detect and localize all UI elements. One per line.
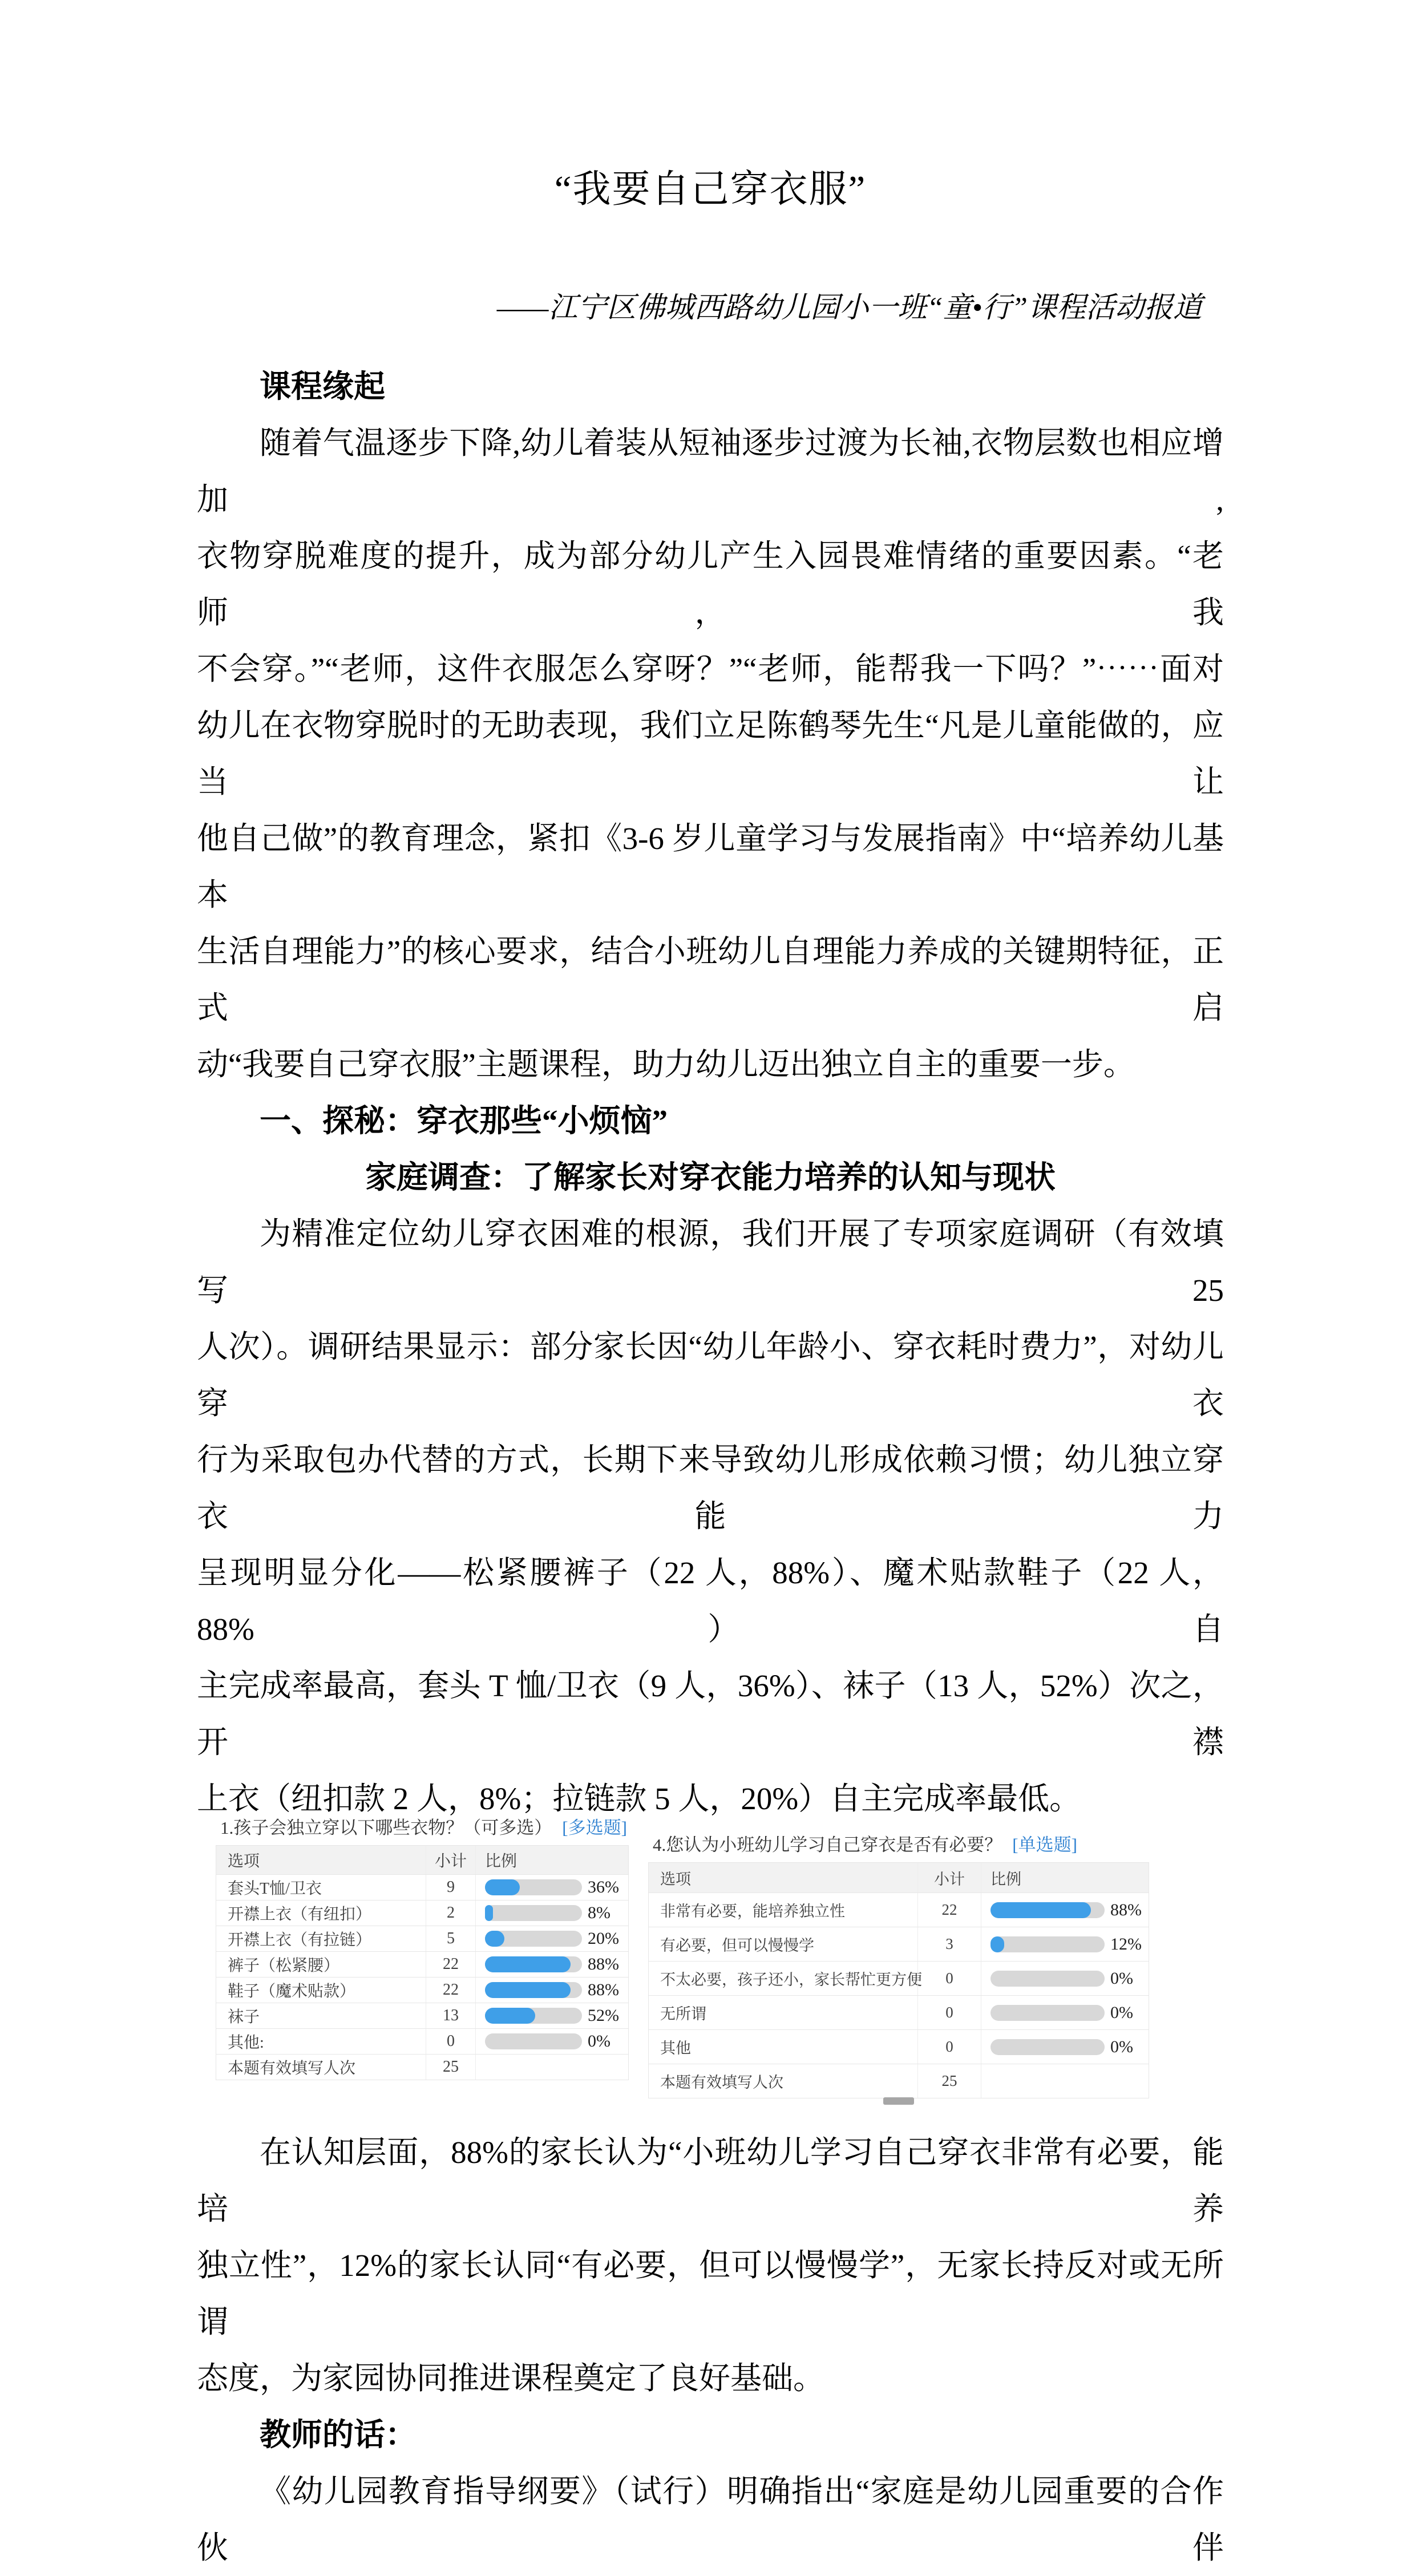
- para-line: 生活自理能力”的核心要求，结合小班幼儿自理能力养成的关键期特征，正式启: [197, 934, 1224, 1025]
- survey-question-text: 4.您认为小班幼儿学习自己穿衣是否有必要？: [653, 1835, 1002, 1855]
- percent-label: 88%: [588, 1955, 619, 1974]
- para-line: 动“我要自己穿衣服”主题课程，助力幼儿迈出独立自主的重要一步。: [197, 1047, 1135, 1082]
- table-row: [649, 1961, 1149, 1995]
- percent-bar-track: [485, 1982, 582, 1998]
- option-label: 开襟上衣（有纽扣）: [228, 1906, 372, 1923]
- para-line: 人次）。调研结果显示：部分家长因“幼儿年龄小、穿衣耗时费力”，对幼儿穿衣: [197, 1329, 1224, 1421]
- percent-bar-fill: [485, 1982, 571, 1998]
- column-header: 比例: [475, 1846, 628, 1874]
- percent-bar-fill: [485, 1931, 504, 1947]
- section-heading: 家庭调查：了解家长对穿衣能力培养的认知与现状: [365, 1160, 1056, 1195]
- percent-label: 36%: [588, 1878, 619, 1896]
- para-line: 上衣（纽扣款 2 人，8%；拉链款 5 人，20%）自主完成率最低。: [197, 1781, 1081, 1816]
- question-type-link[interactable]: [单选题]: [1012, 1835, 1077, 1855]
- survey-question: [216, 1817, 629, 1839]
- para-line: 《幼儿园教育指导纲要》（试行）明确指出“家庭是幼儿园重要的合作伙伴: [197, 2474, 1224, 2565]
- percent-bar-track: [990, 1971, 1105, 1987]
- option-label: 有必要，但可以慢慢学: [660, 1937, 814, 1954]
- percent-bar-track: [485, 1905, 582, 1921]
- table-row: [216, 1977, 628, 2003]
- option-ratio-cell: [475, 2029, 628, 2054]
- option-count: 2: [426, 1900, 475, 1926]
- percent-label: 0%: [1110, 2003, 1133, 2022]
- option-ratio-cell: [475, 1952, 628, 1977]
- percent-bar-track: [990, 1936, 1105, 1952]
- survey-question: [648, 1834, 1149, 1857]
- option-label: 鞋子（魔术贴款）: [228, 1983, 356, 2000]
- option-label: 不太必要，孩子还小，家长帮忙更方便: [660, 1971, 922, 1988]
- table-header-row: [216, 1846, 628, 1874]
- para-line: 呈现明显分化——松紧腰裤子（22 人，88%）、魔术贴款鞋子（22 人，88%）自: [197, 1555, 1224, 1647]
- document-content: [0, 161, 1415, 2576]
- option-label: 本题有效填写人次: [228, 2060, 356, 2077]
- percent-label: 0%: [1110, 2037, 1133, 2056]
- section-heading: 一、探秘：穿衣那些“小烦恼”: [260, 1103, 668, 1138]
- table-header-row: [649, 1863, 1149, 1892]
- option-ratio-cell: [475, 1900, 628, 1926]
- percent-bar-track: [485, 1956, 582, 1972]
- table-row: [216, 2003, 628, 2028]
- table-row: [216, 1900, 628, 1926]
- table-row: [649, 1892, 1149, 1927]
- question-type-link[interactable]: [多选题]: [562, 1818, 627, 1838]
- option-ratio-cell: [981, 2064, 1149, 2098]
- option-label: 裤子（松紧腰）: [228, 1957, 340, 1975]
- percent-label: 0%: [588, 2032, 611, 2051]
- option-ratio-cell: [981, 2030, 1149, 2064]
- option-ratio-cell: [475, 1978, 628, 2003]
- doc-subtitle: ——江宁区佛城西路幼儿园小一班“童•行”课程活动报道: [496, 292, 1202, 324]
- option-count: 0: [426, 2029, 475, 2054]
- option-ratio-cell: [475, 2055, 628, 2080]
- para-line: 在认知层面，88%的家长认为“小班幼儿学习自己穿衣非常有必要，能培养: [197, 2135, 1224, 2226]
- para-line: 主完成率最高，套头 T 恤/卫衣（9 人，36%）、袜子（13 人，52%）次之，开襟: [197, 1668, 1224, 1760]
- percent-label: 88%: [1110, 1900, 1142, 1919]
- column-header: 比例: [981, 1863, 1149, 1892]
- percent-bar-track: [485, 1879, 582, 1895]
- para-line: 随着气温逐步下降,幼儿着装从短袖逐步过渡为长袖,衣物层数也相应增加,: [197, 426, 1224, 517]
- option-count: 3: [917, 1927, 981, 1961]
- para-line: 行为采取包办代替的方式，长期下来导致幼儿形成依赖习惯；幼儿独立穿衣能力: [197, 1442, 1224, 1534]
- option-count: 9: [426, 1875, 475, 1900]
- para-line: 幼儿在衣物穿脱时的无助表现，我们立足陈鹤琴先生“凡是儿童能做的，应当让: [197, 708, 1224, 799]
- option-count: 22: [426, 1952, 475, 1977]
- para-line: 他自己做”的教育理念，紧扣《3-6 岁儿童学习与发展指南》中“培养幼儿基本: [197, 821, 1224, 912]
- option-ratio-cell: [981, 1962, 1149, 1995]
- para-line: 独立性”，12%的家长认同“有必要，但可以慢慢学”，无家长持反对或无所谓: [197, 2248, 1224, 2339]
- option-label: 开襟上衣（有拉链）: [228, 1931, 372, 1949]
- doc-title: “我要自己穿衣服”: [554, 168, 867, 211]
- option-label: 无所谓: [660, 2005, 706, 2023]
- percent-bar-fill: [990, 1936, 1004, 1952]
- percent-bar-track: [990, 2039, 1105, 2055]
- option-ratio-cell: [475, 1875, 628, 1900]
- section-heading: 课程缘起: [260, 369, 386, 404]
- percent-label: 8%: [588, 1903, 611, 1922]
- table-row: [649, 1995, 1149, 2029]
- percent-label: 88%: [588, 1980, 619, 1999]
- para-line: 为精准定位幼儿穿衣困难的根源，我们开展了专项家庭调研（有效填写 25: [197, 1216, 1224, 1308]
- option-count: 0: [917, 2030, 981, 2064]
- option-ratio-cell: [981, 1927, 1149, 1961]
- table-row: [216, 1874, 628, 1900]
- table-row: [216, 1951, 628, 1977]
- para-line: 态度，为家园协同推进课程奠定了良好基础。: [197, 2361, 825, 2396]
- option-count: 25: [917, 2064, 981, 2098]
- percent-label: 52%: [588, 2006, 619, 2025]
- column-header: 小计: [426, 1846, 475, 1874]
- percent-bar-track: [990, 1902, 1105, 1918]
- option-count: 5: [426, 1926, 475, 1951]
- column-header: 选项: [228, 1853, 260, 1870]
- option-count: 22: [917, 1893, 981, 1927]
- survey-tables-row: [197, 1817, 1224, 2110]
- percent-bar-track: [485, 2008, 582, 2024]
- percent-bar-fill: [990, 1902, 1091, 1918]
- percent-bar-fill: [485, 1905, 493, 1921]
- section-heading: 教师的话：: [260, 2417, 417, 2452]
- para-line: 衣物穿脱难度的提升，成为部分幼儿产生入园畏难情绪的重要因素。“老师，我: [197, 539, 1224, 630]
- option-ratio-cell: [475, 1926, 628, 1951]
- option-label: 本题有效填写人次: [660, 2074, 783, 2091]
- percent-bar-track: [485, 1931, 582, 1947]
- option-count: 13: [426, 2003, 475, 2028]
- para-line: 不会穿。”“老师，这件衣服怎么穿呀？”“老师，能帮我一下吗？”⋯⋯面对: [197, 652, 1224, 686]
- resize-handle-icon: [883, 2097, 914, 2105]
- option-ratio-cell: [475, 2003, 628, 2028]
- table-row: [649, 1927, 1149, 1961]
- table-row: [216, 2054, 628, 2080]
- percent-label: 12%: [1110, 1934, 1142, 1954]
- option-count: 22: [426, 1978, 475, 2003]
- survey-table-right: [648, 1834, 1149, 2098]
- option-count: 25: [426, 2055, 475, 2080]
- option-count: 0: [917, 1962, 981, 1995]
- document-page: [0, 161, 1415, 2565]
- survey-table: [216, 1845, 629, 2080]
- survey-table-left: [216, 1817, 629, 2080]
- table-row: [649, 2064, 1149, 2098]
- survey-table: [648, 1862, 1149, 2098]
- survey-question-text: 1.孩子会独立穿以下哪些衣物？（可多选）: [220, 1818, 552, 1838]
- column-header: 小计: [917, 1863, 981, 1892]
- table-row: [216, 1926, 628, 1951]
- percent-bar-fill: [485, 1956, 571, 1972]
- table-row: [216, 2028, 628, 2054]
- percent-bar-track: [485, 2033, 582, 2049]
- percent-bar-fill: [485, 1879, 520, 1895]
- percent-label: 0%: [1110, 1968, 1133, 1988]
- option-label: 非常有必要，能培养独立性: [660, 1903, 845, 1920]
- percent-bar-fill: [485, 2008, 535, 2024]
- column-header: 选项: [660, 1870, 691, 1888]
- option-label: 其他: [660, 2040, 691, 2057]
- percent-label: 20%: [588, 1929, 619, 1948]
- percent-bar-track: [990, 2005, 1105, 2021]
- document-body-bottom: [197, 2124, 1224, 2576]
- option-count: 0: [917, 1996, 981, 2029]
- table-row: [649, 2029, 1149, 2064]
- option-ratio-cell: [981, 1996, 1149, 2029]
- option-ratio-cell: [981, 1893, 1149, 1927]
- option-label: 其他:: [228, 2034, 264, 2052]
- option-label: 袜子: [228, 2008, 260, 2026]
- option-label: 套头T恤/卫衣: [228, 1880, 322, 1898]
- document-body-top: [197, 358, 1224, 1827]
